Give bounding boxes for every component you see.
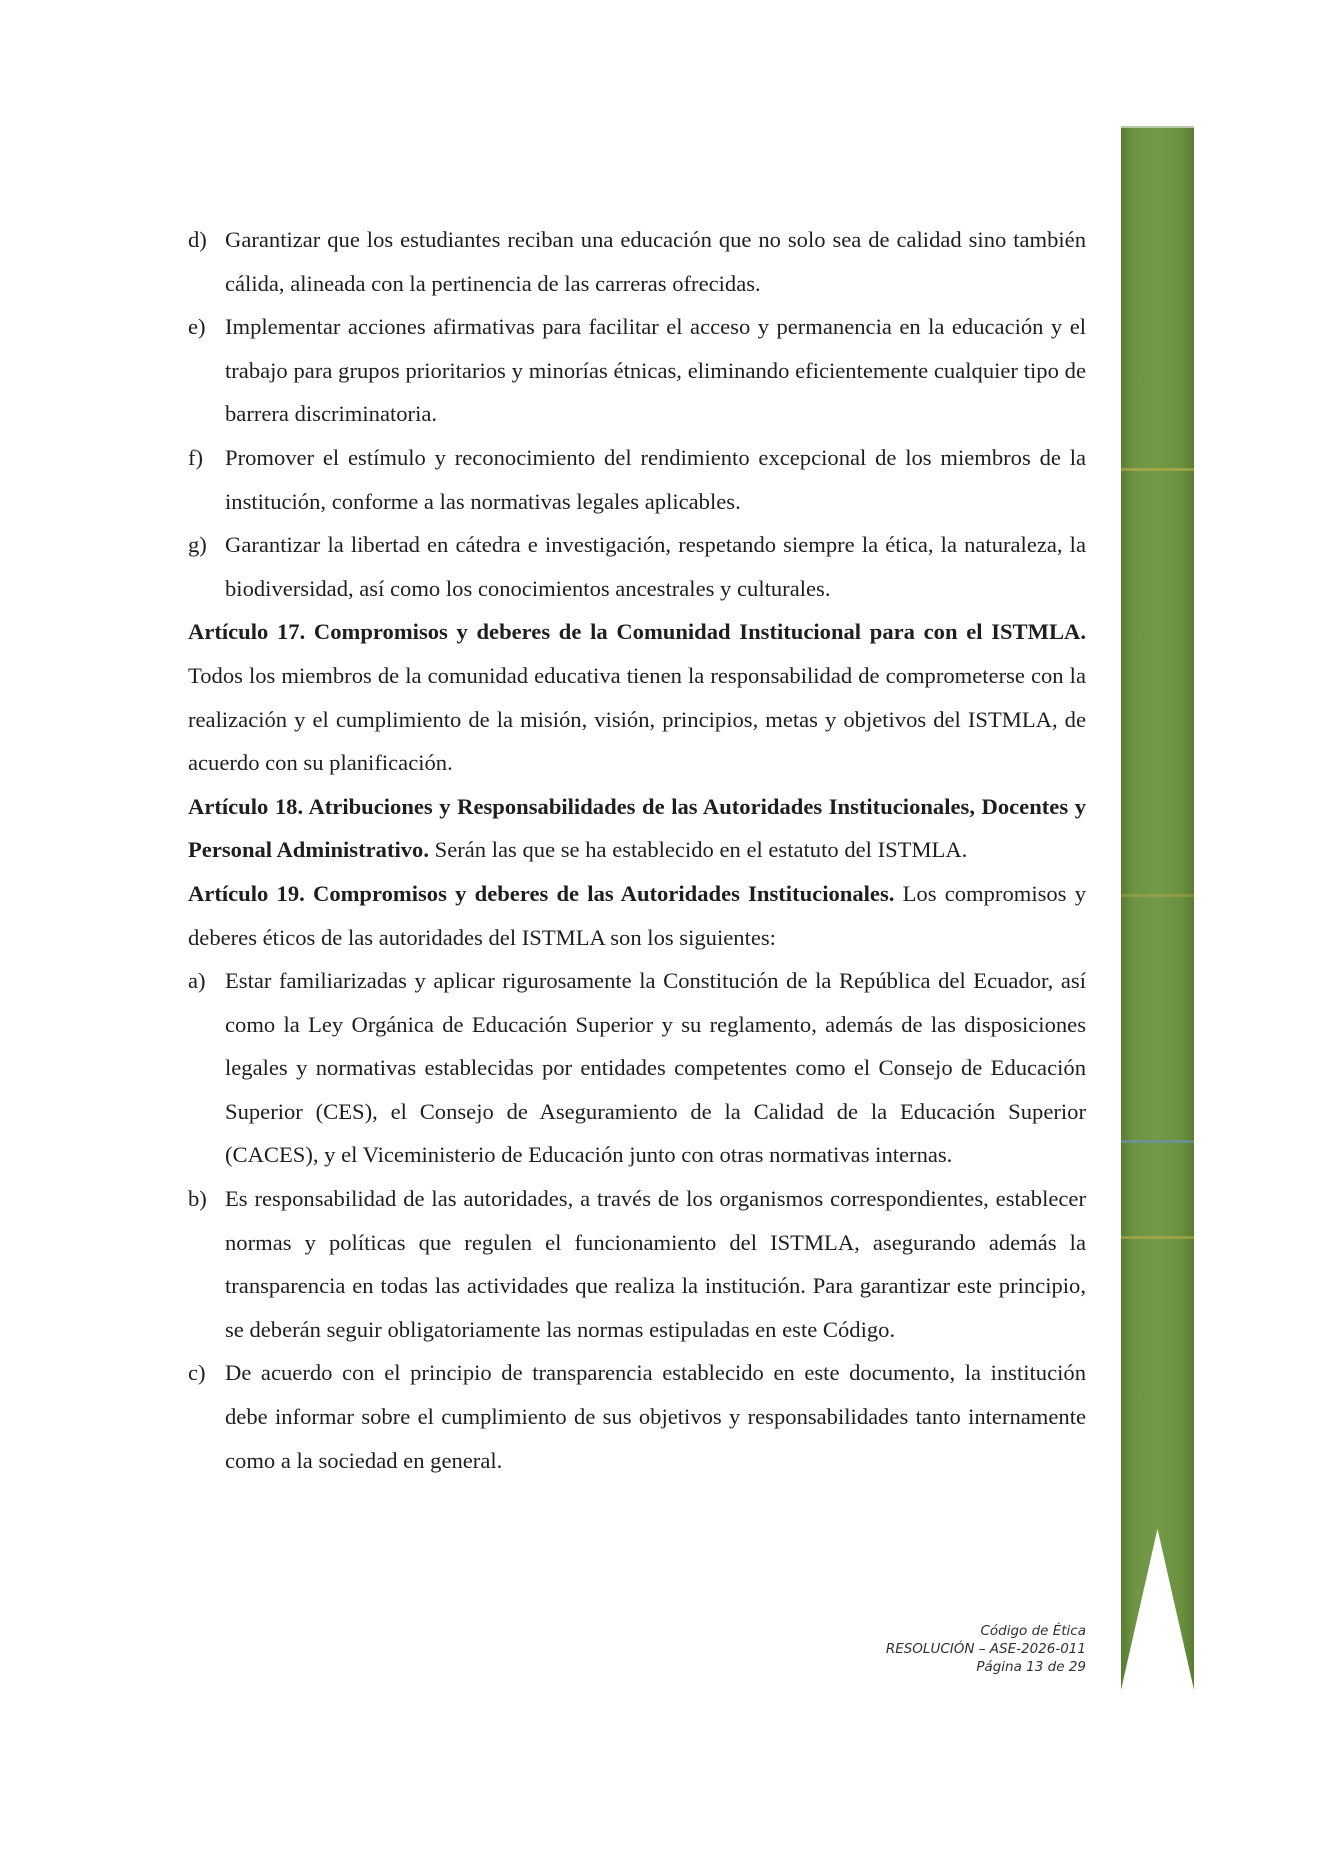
footer-resolution: RESOLUCIÓN – ASE-2026-011 <box>885 1641 1086 1657</box>
list-marker: b) <box>188 1186 207 1212</box>
list-marker: g) <box>188 532 207 558</box>
ribbon-band <box>1121 894 1194 897</box>
decorative-ribbon <box>1121 126 1194 1690</box>
article-heading: Artículo 18. Atribuciones y Responsabilidades de las Autoridades Institucionales, Docentes y Personal Administrativo. <box>188 793 1086 863</box>
list-item-text: De acuerdo con el principio de transparencia establecido en este documento, la institución debe informar sobre el cumplimiento de sus objetivos y responsabilidades tanto internamente como a la sociedad en general. <box>225 1360 1086 1473</box>
list-item-e <box>188 305 1086 436</box>
document-body <box>188 218 1086 1482</box>
article-text: Los compromisos y deberes éticos de las autoridades del ISTMLA son los siguientes: <box>188 880 1086 950</box>
list-item-text: Implementar acciones afirmativas para facilitar el acceso y permanencia en la educación y el trabajo para grupos prioritarios y minorías étnicas, eliminando eficientemente cualquier tipo de barrera discriminatoria. <box>225 314 1086 427</box>
article-heading: Artículo 17. Compromisos y deberes de la Comunidad Institucional para con el ISTMLA. <box>188 619 1086 645</box>
footer-document-title: Código de Ética <box>980 1623 1086 1639</box>
list-item-g <box>188 523 1086 610</box>
list-item-b <box>188 1177 1086 1351</box>
list-marker: f) <box>188 444 204 470</box>
ribbon-band <box>1121 468 1194 471</box>
page-footer <box>886 1622 1086 1676</box>
ribbon-band <box>1121 1140 1194 1143</box>
list-marker: e) <box>188 314 206 340</box>
article-17 <box>188 610 1086 784</box>
list-marker: c) <box>188 1360 206 1386</box>
ribbon-band <box>1121 1236 1194 1239</box>
list-marker: d) <box>188 227 207 252</box>
article-18 <box>188 785 1086 872</box>
article-text: Serán las que se ha establecido en el estatuto del ISTMLA. <box>429 837 968 863</box>
list-item-text: Estar familiarizadas y aplicar rigurosamente la Constitución de la República del Ecuador, así como la Ley Orgánica de Educación Superior y su reglamento, además de las disposiciones legales y normativas establecidas por entidades competentes como el Consejo de Educación Superior (CES), el Consejo de Aseguramiento de la Calidad de la Educación Superior (CACES), y el Viceministerio de Educación junto con otras normativas internas. <box>225 968 1086 1168</box>
list-item-f <box>188 436 1086 523</box>
article-19 <box>188 872 1086 959</box>
list-item-text: Es responsabilidad de las autoridades, a través de los organismos correspondientes, establecer normas y políticas que regulen el funcionamiento del ISTMLA, asegurando además la transparencia en todas las actividades que realiza la institución. Para garantizar este principio, se deberán seguir obligatoriamente las normas estipuladas en este Código. <box>225 1186 1086 1342</box>
list-item-d <box>188 218 1086 305</box>
article-heading: Artículo 19. Compromisos y deberes de las Autoridades Institucionales. <box>188 880 895 906</box>
list-item-text: Garantizar que los estudiantes reciban una educación que no solo sea de calidad sino también cálida, alineada con la pertinencia de las carreras ofrecidas. <box>225 227 1086 296</box>
list-item-text: Garantizar la libertad en cátedra e investigación, respetando siempre la ética, la naturaleza, la biodiversidad, así como los conocimientos ancestrales y culturales. <box>225 532 1086 601</box>
list-item-text: Promover el estímulo y reconocimiento del rendimiento excepcional de los miembros de la institución, conforme a las normativas legales aplicables. <box>225 444 1086 514</box>
list-marker: a) <box>188 968 206 994</box>
list-item-a <box>188 959 1086 1177</box>
footer-page-number: Página 13 de 29 <box>976 1659 1086 1675</box>
article-text: Todos los miembros de la comunidad educativa tienen la responsabilidad de comprometerse con la realización y el cumplimiento de la misión, visión, principios, metas y objetivos del ISTMLA, de acuerdo con su planificación. <box>188 662 1086 776</box>
list-item-c <box>188 1351 1086 1482</box>
